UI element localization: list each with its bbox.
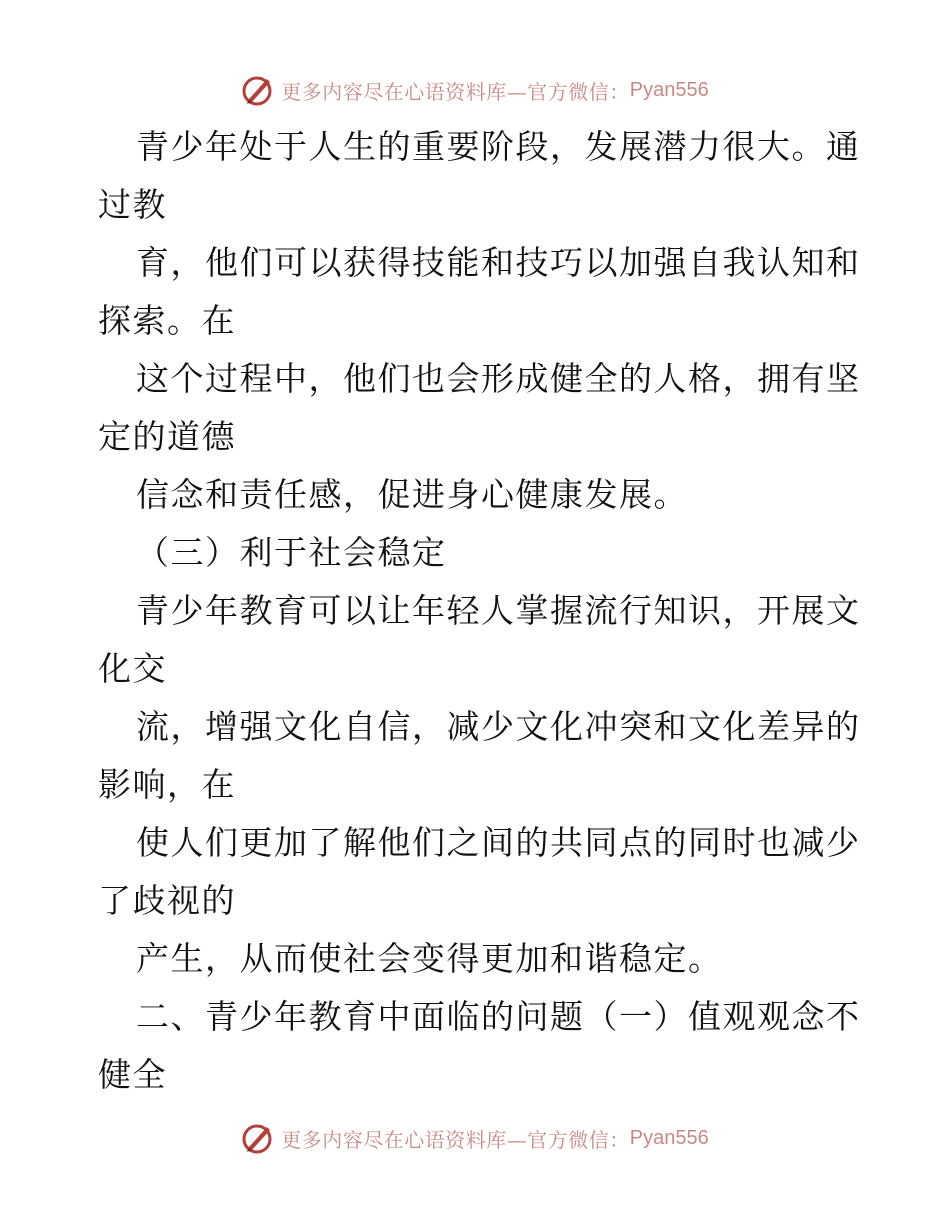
document-body xyxy=(98,118,861,1104)
banner-wechat-id: Pyan556 xyxy=(629,78,709,101)
banner-wechat-id: Pyan556 xyxy=(629,1126,709,1149)
text-line: 定的道德 xyxy=(98,417,236,456)
text-line: 这个过程中，他们也会形成健全的人格，拥有坚 xyxy=(136,359,861,398)
text-line: 过教 xyxy=(98,185,167,224)
text-line: 产生，从而使社会变得更加和谐稳定。 xyxy=(136,939,723,978)
section-heading: 二、青少年教育中面临的问题（一）值观观念不 xyxy=(136,997,861,1036)
text-line: 育，他们可以获得技能和技巧以加强自我认知和 xyxy=(136,243,861,282)
banner-text: 更多内容尽在心语资料库—官方微信： xyxy=(281,1127,630,1152)
text-line: 青少年处于人生的重要阶段，发展潜力很大。通 xyxy=(136,127,861,166)
text-line: 影响，在 xyxy=(98,765,236,804)
text-line: 探索。在 xyxy=(98,301,236,340)
pen-logo-icon xyxy=(241,73,275,107)
pen-logo-icon xyxy=(241,1121,275,1155)
text-line: 了歧视的 xyxy=(98,881,236,920)
header-banner xyxy=(0,70,950,110)
section-heading: （三）利于社会稳定 xyxy=(136,533,447,572)
text-line: 健全 xyxy=(98,1055,167,1094)
text-line: 信念和责任感，促进身心健康发展。 xyxy=(136,475,688,514)
text-line: 流，增强文化自信，减少文化冲突和文化差异的 xyxy=(136,707,861,746)
text-line: 化交 xyxy=(98,649,167,688)
text-line: 青少年教育可以让年轻人掌握流行知识，开展文 xyxy=(136,591,861,630)
footer-banner xyxy=(0,1118,950,1158)
text-line: 使人们更加了解他们之间的共同点的同时也减少 xyxy=(136,823,861,862)
banner-text: 更多内容尽在心语资料库—官方微信： xyxy=(281,79,630,104)
